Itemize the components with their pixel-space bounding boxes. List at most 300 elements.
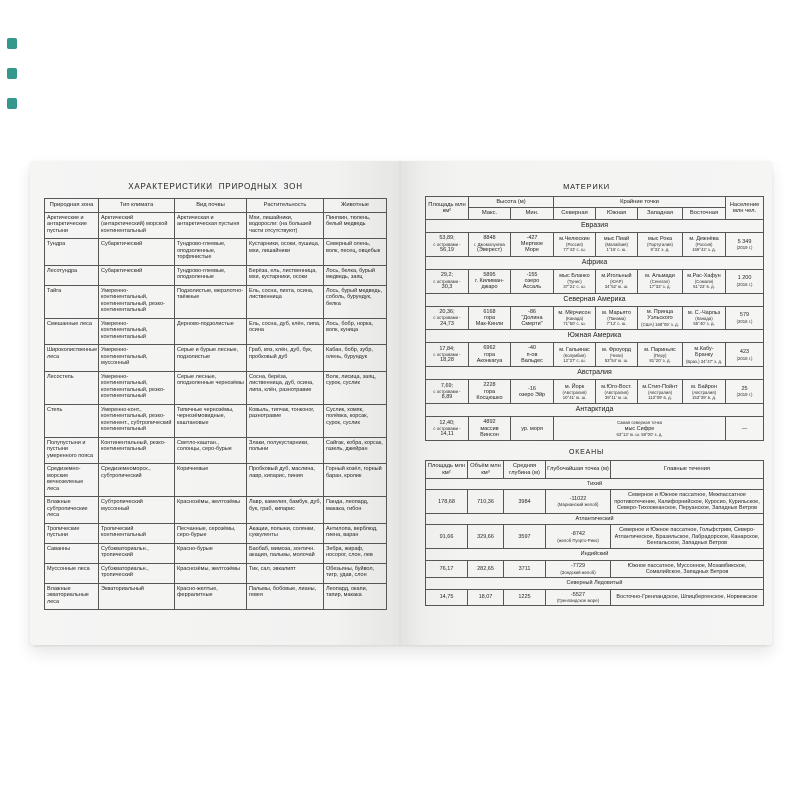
col-header-ocean-currents: Главные течения [611, 461, 764, 479]
cell-line: (США) 168°05' з. д. [641, 321, 679, 327]
nature-zones-table [44, 198, 387, 610]
continent-max-cell [469, 306, 511, 330]
cell-line: м.Юго-Вост. [601, 383, 632, 390]
continent-max-cell [469, 380, 511, 404]
continent-min-cell [511, 306, 554, 330]
nature-zone-cell: Лось, бобр, норка, волк, куница [324, 318, 387, 345]
cell-line: Ассаль [522, 284, 542, 291]
nature-zone-cell: Субэкваториальн., тропический [99, 543, 175, 563]
cell-line: 14,11 [440, 431, 454, 438]
cell-line: гора [483, 388, 496, 395]
continent-east-cell [683, 306, 726, 330]
ocean-volume-cell: 282,65 [468, 560, 504, 578]
ocean-name: Северный Ледовитый [426, 578, 764, 589]
cell-line: (Гренландское море) [556, 597, 600, 603]
cell-line: 53,89; [439, 235, 455, 242]
continent-population-cell [726, 232, 764, 256]
cell-line: (2019 г.) [736, 244, 753, 250]
nature-zone-row [45, 212, 387, 239]
nature-zone-cell: Средиземно-морские вечнозеленые леса [45, 464, 99, 497]
cell-line: Мак-Кинли [475, 321, 504, 328]
cell-line: с островами - [433, 315, 461, 321]
ocean-deepest-cell [546, 560, 611, 578]
continent-section-row [426, 367, 764, 380]
cell-line: (Австралия) [691, 389, 717, 395]
nature-zone-row [45, 371, 387, 404]
nature-zone-cell: Краснозёмы, желтозёмы [175, 497, 247, 524]
cell-line: (Австралия) [647, 389, 673, 395]
continent-north-cell [554, 232, 596, 256]
cell-line: м. Марьято [602, 309, 631, 316]
ocean-section-row [426, 578, 764, 589]
cell-line: -7729 [570, 563, 586, 570]
cell-line: Смерти" [521, 321, 543, 328]
oceans-tbody [426, 478, 764, 605]
continent-max-cell [469, 343, 511, 367]
continent-north-cell [554, 306, 596, 330]
nature-zone-cell: Сосна, берёза, лиственница, дуб, осина, липа, клён, разнотравие [247, 371, 324, 404]
nature-zone-row [45, 437, 387, 464]
cell-line: (Австралия) [604, 389, 629, 395]
cell-line: (ЮАР) [610, 279, 623, 285]
nature-zone-row [45, 404, 387, 437]
cell-line: 71°50' с. ш. [563, 321, 586, 327]
cell-line: мыс Рока [647, 236, 673, 243]
nature-zone-row [45, 583, 387, 610]
col-header-south: Южная [596, 208, 638, 219]
nature-zone-cell: Тундрово-глеевые, оподзоленные [175, 265, 247, 285]
cell-line: м. Париньяс [644, 346, 676, 353]
cell-line: Самая северная точка [616, 420, 663, 426]
cell-line: (Сенегал) [650, 279, 670, 285]
nature-zone-row [45, 543, 387, 563]
nature-zone-cell: Тундра [45, 239, 99, 266]
cell-line: 1 200 [737, 275, 752, 282]
col-header-ocean-depth: Средняя глубина (м) [504, 461, 546, 479]
cell-line: 2228 [483, 382, 496, 389]
cell-line: м.Игольный [601, 272, 632, 279]
cell-line: гора [483, 351, 496, 358]
continent-east-cell [683, 269, 726, 293]
col-header-min: Мин. [511, 208, 554, 219]
cell-line: 4892 [483, 419, 496, 426]
cell-line: Уэльского [647, 315, 673, 322]
cell-line: 77°43' с. ш. [563, 247, 586, 253]
cell-line: гора [483, 314, 496, 321]
ocean-name: Индийский [426, 549, 764, 560]
nature-zone-cell: Тропический континентальный [99, 523, 175, 543]
nature-zone-cell: Лесотундра [45, 265, 99, 285]
continent-data-row [426, 343, 764, 367]
cell-line: 1°16' с. ш. [606, 247, 627, 253]
cell-line: с островами - [433, 389, 461, 395]
continent-data-row [426, 269, 764, 293]
cell-line: (Канада) [695, 316, 713, 322]
continents-tbody [426, 219, 764, 440]
continent-min-cell [511, 417, 554, 441]
ocean-depth-cell: 1225 [504, 589, 546, 605]
cell-line: -427 [526, 234, 538, 241]
cell-line: ур. моря [521, 425, 543, 432]
continent-area-cell [426, 417, 469, 441]
nature-zone-cell: Умеренно-конт., континентальный, резко-континент., субтропический континентальный [99, 404, 175, 437]
continent-section-row [426, 293, 764, 306]
continent-data-row [426, 306, 764, 330]
nature-zone-cell: Горный козёл, горный баран, кролик [324, 464, 387, 497]
nature-zone-cell: Умеренно-континентальный, континентальный [99, 318, 175, 345]
cell-line: массив [480, 425, 499, 432]
continent-population-cell [726, 343, 764, 367]
cell-line: с островами - [433, 352, 461, 358]
col-header-max: Макс. [469, 208, 511, 219]
cell-line: 5 349 [737, 238, 752, 245]
nature-zone-cell: Умеренно-континентальный, муссонный [99, 345, 175, 372]
cell-line: 423 [739, 349, 750, 356]
nature-zone-cell: Тропические пустыни [45, 523, 99, 543]
nature-zone-cell: Акации, полыни, солянки, суккуленты [247, 523, 324, 543]
continent-population-cell [726, 417, 764, 441]
continent-min-cell [511, 269, 554, 293]
nature-zone-cell: Пингвин, тюлень, белый медведь [324, 212, 387, 239]
continent-west-cell [638, 306, 683, 330]
left-page [30, 161, 401, 645]
cell-line: м.Челюскин [559, 236, 590, 243]
cell-line: Мертвое [520, 241, 544, 248]
oceans-header-row [426, 461, 764, 479]
continent-max-cell [469, 269, 511, 293]
cell-line: 10°41' ю. ш. [562, 394, 587, 400]
cell-line: (Перу) [653, 352, 667, 358]
cell-line: 81°20' з. д. [649, 358, 671, 364]
ocean-area-cell: 178,68 [426, 490, 468, 514]
continent-south-cell [596, 269, 638, 293]
cell-line: м. Мёрчисон [558, 309, 591, 316]
cell-line: Вальдес [521, 358, 543, 365]
continent-area-cell [426, 343, 469, 367]
nature-zone-cell: Саванны [45, 543, 99, 563]
cell-line: (Малайзия) [605, 242, 628, 248]
nature-zone-cell: Серые и бурые лесные, подзолистые [175, 345, 247, 372]
continent-west-cell [638, 380, 683, 404]
col-header-vegetation: Растительность [247, 199, 324, 213]
continents-header-row-1 [426, 197, 764, 208]
edge-watermark-icon [7, 68, 17, 79]
cell-line: (2016 г.) [736, 281, 753, 287]
cell-line: 9°31' з. д. [650, 247, 670, 253]
cell-line: м.Кабу- [694, 346, 714, 353]
continent-east-cell [683, 232, 726, 256]
cell-line: 6168 [483, 308, 496, 315]
cell-line: Косцюшко [476, 394, 503, 401]
continent-min-cell [511, 343, 554, 367]
nature-zone-row [45, 318, 387, 345]
nature-zone-cell: Широколиственные леса [45, 345, 99, 372]
cell-line: 20,36; [439, 309, 455, 316]
cell-line: п-ов [526, 351, 538, 358]
continent-data-row [426, 380, 764, 404]
continent-area-cell [426, 232, 469, 256]
continent-section-row [426, 256, 764, 269]
continents-header-row-2 [426, 208, 764, 219]
ocean-volume-cell: 710,36 [468, 490, 504, 514]
continent-south-cell [596, 343, 638, 367]
cell-line: (Зондский желоб) [560, 569, 596, 575]
nature-zone-cell: Умеренно-континентальный, континентальный, резко-континентальный [99, 371, 175, 404]
continent-section-row [426, 404, 764, 417]
nature-zone-cell: Полупустыни и пустыни умеренного пояса [45, 437, 99, 464]
cell-line: г. Джомолунгма [474, 241, 505, 247]
nature-zone-cell: Влажные экваториальные леса [45, 583, 99, 610]
continent-population-cell [726, 306, 764, 330]
nature-zone-cell: Средиземноморск., субтропический [99, 464, 175, 497]
cell-line: 153°39' в. д. [691, 394, 717, 400]
ocean-deepest-cell [546, 525, 611, 549]
ocean-currents-cell: Южное пассатное, Муссонное, Мозамбикское, Сомалийское, Западных Ветров [611, 560, 764, 578]
continent-west-cell [638, 232, 683, 256]
col-header-ocean-area: Площадь млн км² [426, 461, 468, 479]
nature-zone-cell: Лесостепь [45, 371, 99, 404]
col-header-east: Восточная [683, 208, 726, 219]
cell-line: "Долина [521, 314, 543, 321]
nature-zone-cell: Злаки, полукустарники, полыни [247, 437, 324, 464]
continent-west-cell [638, 343, 683, 367]
right-page [401, 161, 772, 645]
cell-line: м. Байрон [691, 383, 717, 390]
nature-zone-cell: Пальмы, бобовые, лианы, гевея [247, 583, 324, 610]
cell-line: (Тунис) [567, 279, 582, 285]
nature-zone-cell: Субарктический [99, 239, 175, 266]
nature-zone-cell: Антилопа, верблюд, гиена, варан [324, 523, 387, 543]
nature-zone-cell: Красно-бурые [175, 543, 247, 563]
cell-line: 29,2; [440, 272, 454, 279]
ocean-name: Атлантический [426, 514, 764, 525]
cell-line: (Канада) [565, 316, 584, 322]
nature-zone-row [45, 345, 387, 372]
continent-name: Австралия [426, 367, 764, 380]
nature-zone-cell: Баобаб, мимоза, зонтичн. акация, пальмы, молочай [247, 543, 324, 563]
nature-zone-cell: Панда, леопард, макака, гибон [324, 497, 387, 524]
ocean-currents-cell: Северное и Южное пассатное, Межпассатное противотечение, Калифорнийское, Куросио, Курильское, Северо-Тихоокеанское, Перуанское, Западных Ветров [611, 490, 764, 514]
col-header-ocean-deepest: Глубочайшая точка (м) [546, 461, 611, 479]
cell-line: 8848 [483, 235, 496, 242]
continent-north-cell [554, 269, 596, 293]
cell-line: 34°52' ю. ш. [604, 284, 629, 290]
nature-zones-title: ХАРАКТЕРИСТИКИ ПРИРОДНЫХ ЗОН [128, 182, 303, 191]
continent-name: Антарктида [426, 404, 764, 417]
ocean-area-cell: 76,17 [426, 560, 468, 578]
ocean-area-cell: 14,75 [426, 589, 468, 605]
continent-section-row [426, 330, 764, 343]
nature-zone-cell: Зебра, жираф, носорог, слон, лев [324, 543, 387, 563]
nature-zone-cell: Тик, сал, эвкалипт [247, 563, 324, 583]
continent-min-cell [511, 232, 554, 256]
cell-line: м. Гальинас [559, 346, 590, 353]
cell-line: (2016 г.) [736, 318, 753, 324]
cell-line: 53°54' ю. ш. [604, 358, 629, 364]
continent-north-cell [554, 380, 596, 404]
nature-zone-cell: Волк, лисица, заяц, сурок, суслик [324, 371, 387, 404]
continent-south-cell [596, 380, 638, 404]
cell-line: джаро [481, 284, 498, 291]
continent-data-row [426, 232, 764, 256]
continent-population-cell [726, 269, 764, 293]
nature-zone-cell: Лось, белка, бурый медведь, заяц [324, 265, 387, 285]
cell-line: Море [525, 247, 539, 254]
col-header-ocean-volume: Объём млн км³ [468, 461, 504, 479]
nature-zone-row [45, 523, 387, 543]
nature-zone-cell: Арктическая и антарктическая пустыня [175, 212, 247, 239]
nature-zone-cell: Арктические и антарктические пустыни [45, 212, 99, 239]
nature-zones-header-row [45, 199, 387, 213]
cell-line: (Австралия) [562, 389, 587, 395]
cell-line: 39°11' ю. ш. [604, 394, 629, 400]
continent-name: Северная Америка [426, 293, 764, 306]
cell-line: -5527 [570, 591, 586, 598]
col-header-north: Северная [554, 208, 596, 219]
cell-line: Винсон [480, 431, 499, 438]
continent-min-cell [511, 380, 554, 404]
continent-area-cell [426, 380, 469, 404]
nature-zone-cell: Смешанные леса [45, 318, 99, 345]
cell-line: -86 [528, 308, 536, 315]
continent-south-cell [596, 232, 638, 256]
cell-line: м. Йорк [564, 383, 585, 390]
cell-line: 579 [739, 312, 750, 319]
cell-line: (Панама) [607, 316, 626, 322]
cell-line: 17°32' з. д. [649, 284, 671, 290]
ocean-data-row [426, 490, 764, 514]
nature-zone-cell: Лавр, камелия, бамбук, дуб, бук, граб, кипарис [247, 497, 324, 524]
cell-line: мыс Бланко [559, 272, 590, 279]
nature-zone-cell: Субтропический муссонный [99, 497, 175, 524]
nature-zone-row [45, 464, 387, 497]
nature-zone-cell: Кабан, бобр, зубр, олень, бурундук [324, 345, 387, 372]
cell-line: (Сомали) [694, 279, 714, 285]
nature-zone-cell: Коричневые [175, 464, 247, 497]
nature-zone-cell: Субэкваториальн., тропический [99, 563, 175, 583]
ocean-currents-cell: Северное и Южное пассатное, Гольфстрим, Северо-Атлантическое, Бразильское, Лабрадорское, Канарское, Бенгальское, Западных Ветров [611, 525, 764, 549]
cell-line: -16 [528, 385, 536, 392]
ocean-section-row [426, 478, 764, 489]
ocean-data-row [426, 589, 764, 605]
nature-zone-cell: Лось, бурый медведь, соболь, бурундук, белка [324, 285, 387, 318]
cell-line: м. Принца [646, 309, 674, 316]
nature-zone-cell: Ковыль, типчак, тонконог, разнотравие [247, 404, 324, 437]
nature-zone-cell: Светло-каштан., солонцы, серо-бурые [175, 437, 247, 464]
cell-line: (2018 г.) [736, 355, 753, 361]
nature-zone-cell: Леопард, окапи, тапир, макака [324, 583, 387, 610]
nature-zone-cell: Берёза, ель, лиственница, мхи, кустарники, осоки [247, 265, 324, 285]
cell-line: (Браз.) 34°47' з. д. [685, 358, 723, 364]
ocean-deepest-cell [546, 589, 611, 605]
cell-line: 12°27' с. ш. [563, 358, 586, 364]
edge-watermark-icon [7, 98, 17, 109]
continent-max-cell [469, 232, 511, 256]
cell-line: (Португалия) [647, 242, 673, 248]
cell-line: Бранку [695, 352, 713, 359]
cell-line: 169°42' з. д. [692, 247, 716, 253]
nature-zone-cell: Суслик, хомяк, полёвка, корсак, сурок, суслик [324, 404, 387, 437]
cell-line: -40 [528, 345, 536, 352]
cell-line: (Чили) [609, 352, 624, 358]
ocean-data-row [426, 525, 764, 549]
cell-line: м. С.-Чарльз [687, 309, 721, 316]
cell-line: 17,84; [439, 346, 455, 353]
nature-zone-cell: Пробковый дуб, маслина, лавр, кипарис, пиния [247, 464, 324, 497]
cell-line: 63°13' ю. ш. 58°00' з. д. [616, 431, 663, 437]
nature-zone-row [45, 265, 387, 285]
cell-line: (Марианский желоб) [557, 502, 599, 508]
nature-zone-cell: Обезьяны, буйвол, тигр, удав, слон [324, 563, 387, 583]
continent-east-cell [683, 380, 726, 404]
cell-line: -155 [526, 271, 538, 278]
cell-line: озеро Эйр [518, 391, 546, 398]
continent-area-cell [426, 306, 469, 330]
nature-zone-cell: Граб, вяз, клён, дуб, бук, пробковый дуб [247, 345, 324, 372]
ocean-volume-cell: 18,07 [468, 589, 504, 605]
nature-zone-cell: Сайгак, кобра, корсак, газель, джейран [324, 437, 387, 464]
ocean-deepest-cell [546, 490, 611, 514]
cell-line: 18,28 [440, 357, 454, 364]
nature-zone-cell: Серые лесные, оподзоленные чернозёмы [175, 371, 247, 404]
cell-line: (2019 г.) [736, 392, 753, 398]
nature-zone-cell: Умеренно-континентальный, континентальный, резко-континентальный [99, 285, 175, 318]
cell-line: (желоб Пуэрто-Рико) [557, 537, 599, 543]
continent-north-cell [554, 343, 596, 367]
continent-population-cell [726, 380, 764, 404]
cell-line: 24,73 [440, 320, 454, 327]
continents-title: МАТЕРИКИ [563, 182, 610, 191]
continent-name: Африка [426, 256, 764, 269]
cell-line: 37°21' с. ш. [563, 284, 586, 290]
nature-zone-cell: Красно-желтые, ферралитные [175, 583, 247, 610]
nature-zone-cell: Тайга [45, 285, 99, 318]
cell-line: мыс Сифре [624, 425, 655, 432]
col-header-area: Площадь млн км² [426, 197, 469, 220]
nature-zone-row [45, 497, 387, 524]
nature-zone-cell: Песчанные, серозёмы, серо-бурые [175, 523, 247, 543]
nature-zone-cell: Типичные чернозёмы, чернозёмовидные, каштановые [175, 404, 247, 437]
cell-line: с островами - [433, 278, 461, 284]
continent-extremes-cell [554, 417, 726, 441]
continent-max-cell [469, 417, 511, 441]
cell-line: 8,89 [441, 394, 453, 401]
cell-line: с островами - [433, 426, 461, 432]
col-header-extreme-points: Крайние точки [554, 197, 726, 208]
nature-zone-cell: Влажные субтропические леса [45, 497, 99, 524]
ocean-currents-cell: Восточно-Гренландское, Шпицбергенское, Норвежское [611, 589, 764, 605]
open-notebook-spread [30, 161, 772, 645]
cell-line: -11022 [569, 496, 587, 503]
nature-zone-cell: Экваториальный [99, 583, 175, 610]
nature-zone-cell: Муссонные леса [45, 563, 99, 583]
cell-line: Аконкагуа [476, 358, 503, 365]
nature-zone-cell: Северный олень, волк, песец, овцебык [324, 239, 387, 266]
cell-line: м.Рас-Хафун [687, 272, 721, 279]
nature-zone-cell: Дерново-подзолистые [175, 318, 247, 345]
nature-zone-cell: Степь [45, 404, 99, 437]
continent-data-row [426, 417, 764, 441]
cell-line: м. Фроуорд [602, 346, 631, 353]
cell-line: 113°09' в. д. [648, 394, 672, 400]
ocean-section-row [426, 549, 764, 560]
continent-east-cell [683, 343, 726, 367]
col-header-climate: Тип климата [99, 199, 175, 213]
nature-zone-cell: Ель, сосна, дуб, клён, липа, осина [247, 318, 324, 345]
col-header-animals: Животные [324, 199, 387, 213]
continent-west-cell [638, 269, 683, 293]
oceans-table [425, 460, 764, 606]
